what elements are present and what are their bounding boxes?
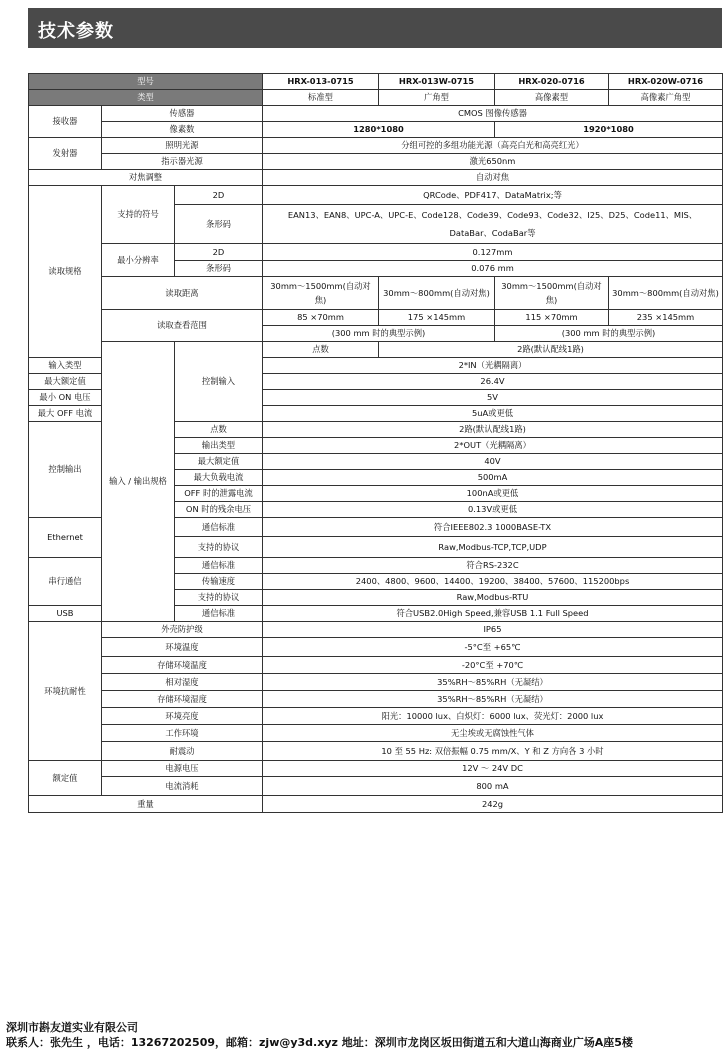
- row-value: 85 ×70mm: [263, 310, 379, 326]
- row-label: 存储环境温度: [102, 657, 263, 674]
- subgroup-label: 支持的符号: [102, 186, 175, 244]
- row-value: 阳光：10000 lux、白炽灯：6000 lux、荧光灯：2000 lux: [263, 708, 723, 725]
- table-row: [29, 777, 723, 796]
- row-label: 输出类型: [175, 438, 263, 454]
- row-value: 35%RH～85%RH（无凝结）: [263, 674, 723, 691]
- row-label: 最小 ON 电压: [29, 390, 102, 406]
- table-row: [29, 657, 723, 674]
- row-value: 12V ～ 24V DC: [263, 761, 723, 777]
- table-row: [29, 170, 723, 186]
- row-value: 5V: [263, 390, 723, 406]
- model-cell: HRX-013W-0715: [379, 74, 495, 90]
- model-cell: HRX-020-0716: [495, 74, 609, 90]
- group-label: 发射器: [29, 138, 102, 170]
- row-value: 10 至 55 Hz: 双倍振幅 0.75 mm/X、Y 和 Z 方向各 3 小时: [263, 742, 723, 761]
- row-value: 30mm～1500mm(自动对焦): [495, 277, 609, 310]
- table-row: [29, 138, 723, 154]
- subgroup-label: 最小分辨率: [102, 244, 175, 277]
- row-value: 符合IEEE802.3 1000BASE-TX: [263, 518, 723, 537]
- row-label: 最大额定值: [175, 454, 263, 470]
- table-row: [29, 186, 723, 205]
- row-value: 40V: [263, 454, 723, 470]
- row-value: 1920*1080: [495, 122, 723, 138]
- row-value: 235 ×145mm: [609, 310, 723, 326]
- row-value: 2路(默认配线1路): [379, 342, 723, 358]
- row-value: 100nA或更低: [263, 486, 723, 502]
- table-row: [29, 122, 723, 138]
- row-value: 5uA或更低: [263, 406, 723, 422]
- table-row: [29, 796, 723, 813]
- table-row: [29, 244, 723, 261]
- row-value: [263, 205, 723, 244]
- row-value: 分组可控的多组功能光源（高亮白光和高亮红光）: [263, 138, 723, 154]
- subgroup-label: USB: [29, 606, 102, 622]
- group-label: 读取规格: [29, 186, 102, 358]
- row-value: 35%RH～85%RH（无凝结）: [263, 691, 723, 708]
- row-label: 通信标准: [175, 606, 263, 622]
- group-label: 输入 / 输出规格: [102, 342, 175, 622]
- subgroup-label: 控制输出: [29, 422, 102, 518]
- row-label: 通信标准: [175, 558, 263, 574]
- row-value: 30mm～1500mm(自动对焦): [263, 277, 379, 310]
- row-value: 0.13V或更低: [263, 502, 723, 518]
- row-label: 2D: [175, 186, 263, 205]
- type-header-label: 类型: [29, 90, 263, 106]
- table-row: [29, 622, 723, 638]
- row-label: 最大 OFF 电流: [29, 406, 102, 422]
- row-label: 相对湿度: [102, 674, 263, 691]
- row-value: Raw,Modbus-TCP,TCP,UDP: [263, 537, 723, 558]
- row-value: 激光650nm: [263, 154, 723, 170]
- contact-info: 联系人：张先生 ，电话：13267202509，邮箱：zjw@y3d.xyz 地址：深圳市龙岗区坂田街道五和大道山海商业广场A座5楼: [6, 1036, 633, 1049]
- row-value: 2*IN（光耦隔离）: [263, 358, 723, 374]
- table-row: [29, 154, 723, 170]
- row-value: 符合USB2.0High Speed,兼容USB 1.1 Full Speed: [263, 606, 723, 622]
- page-title: 技术参数: [38, 21, 114, 42]
- spec-table: [28, 73, 723, 813]
- row-value: 无尘埃或无腐蚀性气体: [263, 725, 723, 742]
- row-label: 最大负载电流: [175, 470, 263, 486]
- model-header-label: 型号: [29, 74, 263, 90]
- barcode-line-2: DataBar、CodaBar等: [449, 228, 536, 238]
- group-label: 环境抗耐性: [29, 622, 102, 761]
- row-label: 2D: [175, 244, 263, 261]
- row-label: 存储环境湿度: [102, 691, 263, 708]
- row-label: 读取查看范围: [102, 310, 263, 342]
- subgroup-label: Ethernet: [29, 518, 102, 558]
- row-value: IP65: [263, 622, 723, 638]
- row-value: 26.4V: [263, 374, 723, 390]
- row-label: 传感器: [102, 106, 263, 122]
- table-row: [29, 638, 723, 657]
- table-row: [29, 342, 723, 358]
- row-label: 支持的协议: [175, 537, 263, 558]
- type-cell: 标准型: [263, 90, 379, 106]
- row-label: 最大额定值: [29, 374, 102, 390]
- row-label: 条形码: [175, 261, 263, 277]
- model-row: [29, 74, 723, 90]
- row-label: 重量: [29, 796, 263, 813]
- table-row: [29, 708, 723, 725]
- model-cell: HRX-013-0715: [263, 74, 379, 90]
- group-label: 额定值: [29, 761, 102, 796]
- row-label: OFF 时的泄露电流: [175, 486, 263, 502]
- row-label: 电源电压: [102, 761, 263, 777]
- row-value: 242g: [263, 796, 723, 813]
- table-row: [29, 106, 723, 122]
- row-label: 外壳防护级: [102, 622, 263, 638]
- row-label: 传输速度: [175, 574, 263, 590]
- model-cell: HRX-020W-0716: [609, 74, 723, 90]
- barcode-line-1: EAN13、EAN8、UPC-A、UPC-E、Code128、Code39、Code93、Code32、I25、D25、Code11、MIS、: [287, 210, 698, 220]
- group-label: 接收器: [29, 106, 102, 138]
- row-label: 环境温度: [102, 638, 263, 657]
- row-label: 支持的协议: [175, 590, 263, 606]
- row-label: 通信标准: [175, 518, 263, 537]
- table-row: [29, 742, 723, 761]
- table-row: [29, 674, 723, 691]
- row-label: 点数: [175, 422, 263, 438]
- row-value: 2*OUT（光耦隔离）: [263, 438, 723, 454]
- row-value: 自动对焦: [263, 170, 723, 186]
- type-cell: 广角型: [379, 90, 495, 106]
- row-value: QRCode、PDF417、DataMatrix;等: [263, 186, 723, 205]
- footer: [6, 1020, 633, 1050]
- company-name: 深圳市斟友道实业有限公司: [6, 1021, 138, 1034]
- type-cell: 高像素型: [495, 90, 609, 106]
- row-label: 条形码: [175, 205, 263, 244]
- row-value: 500mA: [263, 470, 723, 486]
- table-row: [29, 277, 723, 310]
- row-value: 2路(默认配线1路): [263, 422, 723, 438]
- table-row: [29, 725, 723, 742]
- row-value: 符合RS-232C: [263, 558, 723, 574]
- row-value: 2400、4800、9600、14400、19200、38400、57600、115200bps: [263, 574, 723, 590]
- row-label: 工作环境: [102, 725, 263, 742]
- row-value: 800 mA: [263, 777, 723, 796]
- row-label: 像素数: [102, 122, 263, 138]
- row-value: CMOS 图像传感器: [263, 106, 723, 122]
- table-row: [29, 691, 723, 708]
- subgroup-label: 串行通信: [29, 558, 102, 606]
- title-bar: [28, 8, 722, 48]
- row-label: 读取距离: [102, 277, 263, 310]
- row-label: 指示器光源: [102, 154, 263, 170]
- table-row: [29, 761, 723, 777]
- type-cell: 高像素广角型: [609, 90, 723, 106]
- row-label: 点数: [263, 342, 379, 358]
- subgroup-label: 控制输入: [175, 342, 263, 422]
- table-row: [29, 310, 723, 326]
- row-label: 电流消耗: [102, 777, 263, 796]
- row-value: -20°C至 +70℃: [263, 657, 723, 674]
- row-value: 175 ×145mm: [379, 310, 495, 326]
- row-label: 环境亮度: [102, 708, 263, 725]
- row-value: (300 mm 时的典型示例): [263, 326, 495, 342]
- row-value: (300 mm 时的典型示例): [495, 326, 723, 342]
- row-value: Raw,Modbus-RTU: [263, 590, 723, 606]
- row-label: ON 时的残余电压: [175, 502, 263, 518]
- type-row: [29, 90, 723, 106]
- row-value: 0.127mm: [263, 244, 723, 261]
- row-label: 对焦调整: [29, 170, 263, 186]
- row-value: 1280*1080: [263, 122, 495, 138]
- row-label: 照明光源: [102, 138, 263, 154]
- row-label: 输入类型: [29, 358, 102, 374]
- row-label: 耐震动: [102, 742, 263, 761]
- row-value: 30mm～800mm(自动对焦): [379, 277, 495, 310]
- row-value: 30mm～800mm(自动对焦): [609, 277, 723, 310]
- row-value: 115 ×70mm: [495, 310, 609, 326]
- row-value: -5°C至 +65℃: [263, 638, 723, 657]
- row-value: 0.076 mm: [263, 261, 723, 277]
